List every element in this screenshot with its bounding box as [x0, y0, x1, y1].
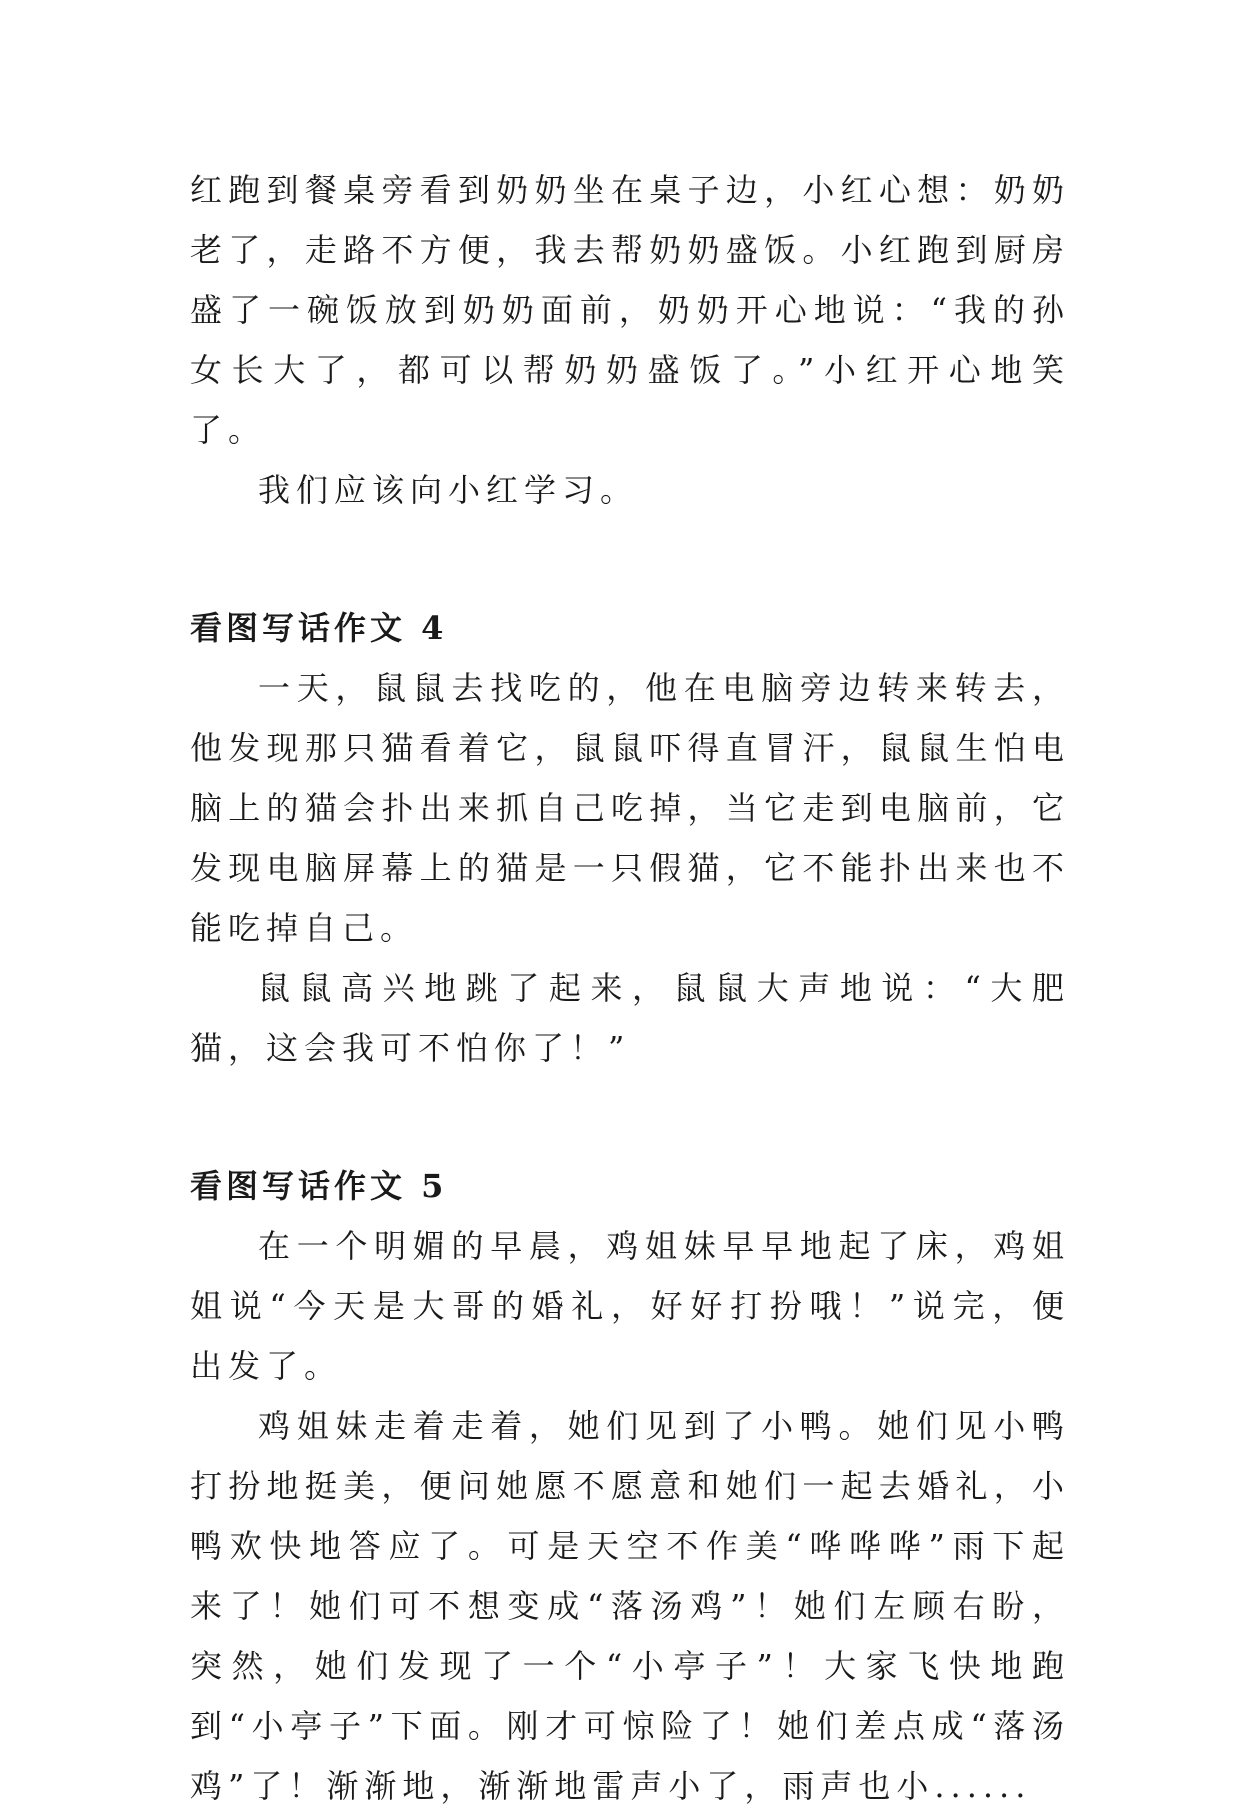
- story-paragraph: 鼠鼠高兴地跳了起来，鼠鼠大声地说：“大肥猫，这会我可不怕你了！”: [190, 969, 1070, 1067]
- story-paragraph: 我们应该向小红学习。: [258, 471, 639, 509]
- story-5: [190, 1156, 1070, 1816]
- document-body: [190, 160, 1070, 1816]
- story-4: [190, 598, 1070, 1078]
- section-heading: 看图写话作文 5: [190, 1167, 448, 1205]
- section-spacer: [190, 1078, 1070, 1156]
- story-paragraph: 红跑到餐桌旁看到奶奶坐在桌子边，小红心想：奶奶老了，走路不方便，我去帮奶奶盛饭。小红跑到厨房盛了一碗饭放到奶奶面前，奶奶开心地说：“我的孙女长大了，都可以帮奶奶盛饭了。”小红开心地笑了。: [190, 171, 1070, 449]
- story-paragraph: 一天，鼠鼠去找吃的，他在电脑旁边转来转去，他发现那只猫看着它，鼠鼠吓得直冒汗，鼠鼠生怕电脑上的猫会扑出来抓自己吃掉，当它走到电脑前，它发现电脑屏幕上的猫是一只假猫，它不能扑出来也不能吃掉自己。: [190, 669, 1070, 947]
- section-spacer: [190, 520, 1070, 598]
- story-paragraph: 鸡姐妹走着走着，她们见到了小鸭。她们见小鸭打扮地挺美，便问她愿不愿意和她们一起去婚礼，小鸭欢快地答应了。可是天空不作美“哗哗哗”雨下起来了！她们可不想变成“落汤鸡”！她们左顾右盼，突然，她们发现了一个“小亭子”！大家飞快地跑到“小亭子”下面。刚才可惊险了！她们差点成“落汤鸡”了！渐渐地，渐渐地雷声小了，雨声也小......: [190, 1407, 1070, 1805]
- story-3-continuation: [190, 160, 1070, 520]
- story-paragraph: 在一个明媚的早晨，鸡姐妹早早地起了床，鸡姐姐说“今天是大哥的婚礼，好好打扮哦！”说完，便出发了。: [190, 1227, 1070, 1385]
- section-heading: 看图写话作文 4: [190, 609, 448, 647]
